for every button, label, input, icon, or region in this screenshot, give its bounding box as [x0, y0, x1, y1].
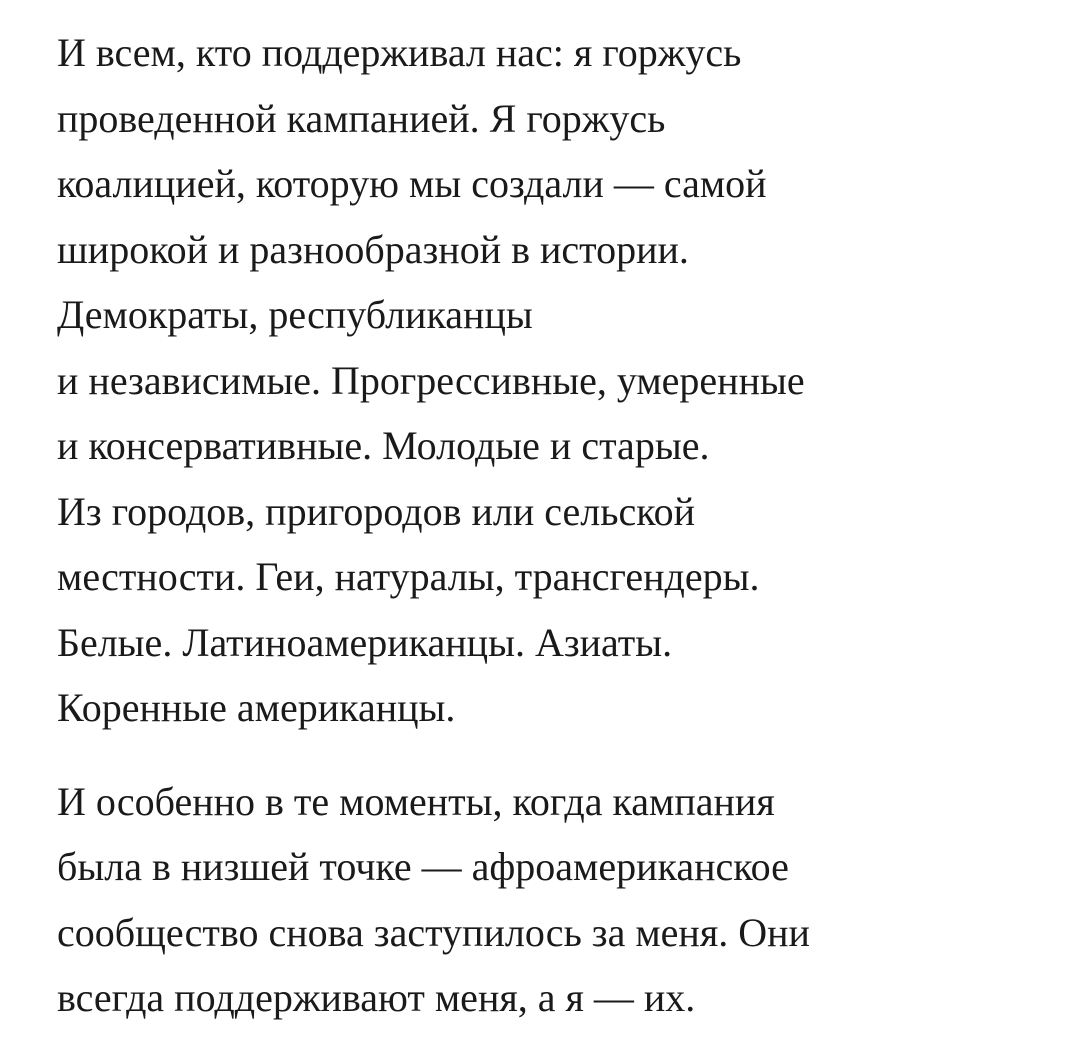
- article-body: [57, 20, 1057, 1031]
- text-line: и независимые. Прогрессивные, умеренные: [57, 357, 805, 403]
- text-line: И особенно в те моменты, когда кампания: [57, 778, 775, 824]
- text-line: была в низшей точке — афроамериканское: [57, 844, 789, 889]
- text-line: проведенной кампанией. Я горжусь: [57, 95, 666, 141]
- text-line: Из городов, пригородов или сельской: [57, 488, 696, 534]
- text-line: Коренные американцы.: [57, 685, 456, 730]
- text-line: сообщество снова заступилось за меня. Они: [57, 909, 810, 955]
- text-line: Демократы, республиканцы: [57, 292, 533, 337]
- paragraph-community: [57, 769, 1057, 1031]
- text-line: И всем, кто поддерживал нас: я горжусь: [57, 30, 742, 75]
- text-line: всегда поддерживают меня, а я — их.: [57, 975, 696, 1020]
- text-line: местности. Геи, натуралы, трансгендеры.: [57, 554, 760, 599]
- text-line: Белые. Латиноамериканцы. Азиаты.: [57, 619, 673, 665]
- text-line: коалицией, которую мы создали — самой: [57, 161, 767, 206]
- text-line: и консервативные. Молодые и старые.: [57, 423, 710, 468]
- text-line: широкой и разнообразной в истории.: [57, 226, 689, 272]
- paragraph-coalition: [57, 20, 1057, 741]
